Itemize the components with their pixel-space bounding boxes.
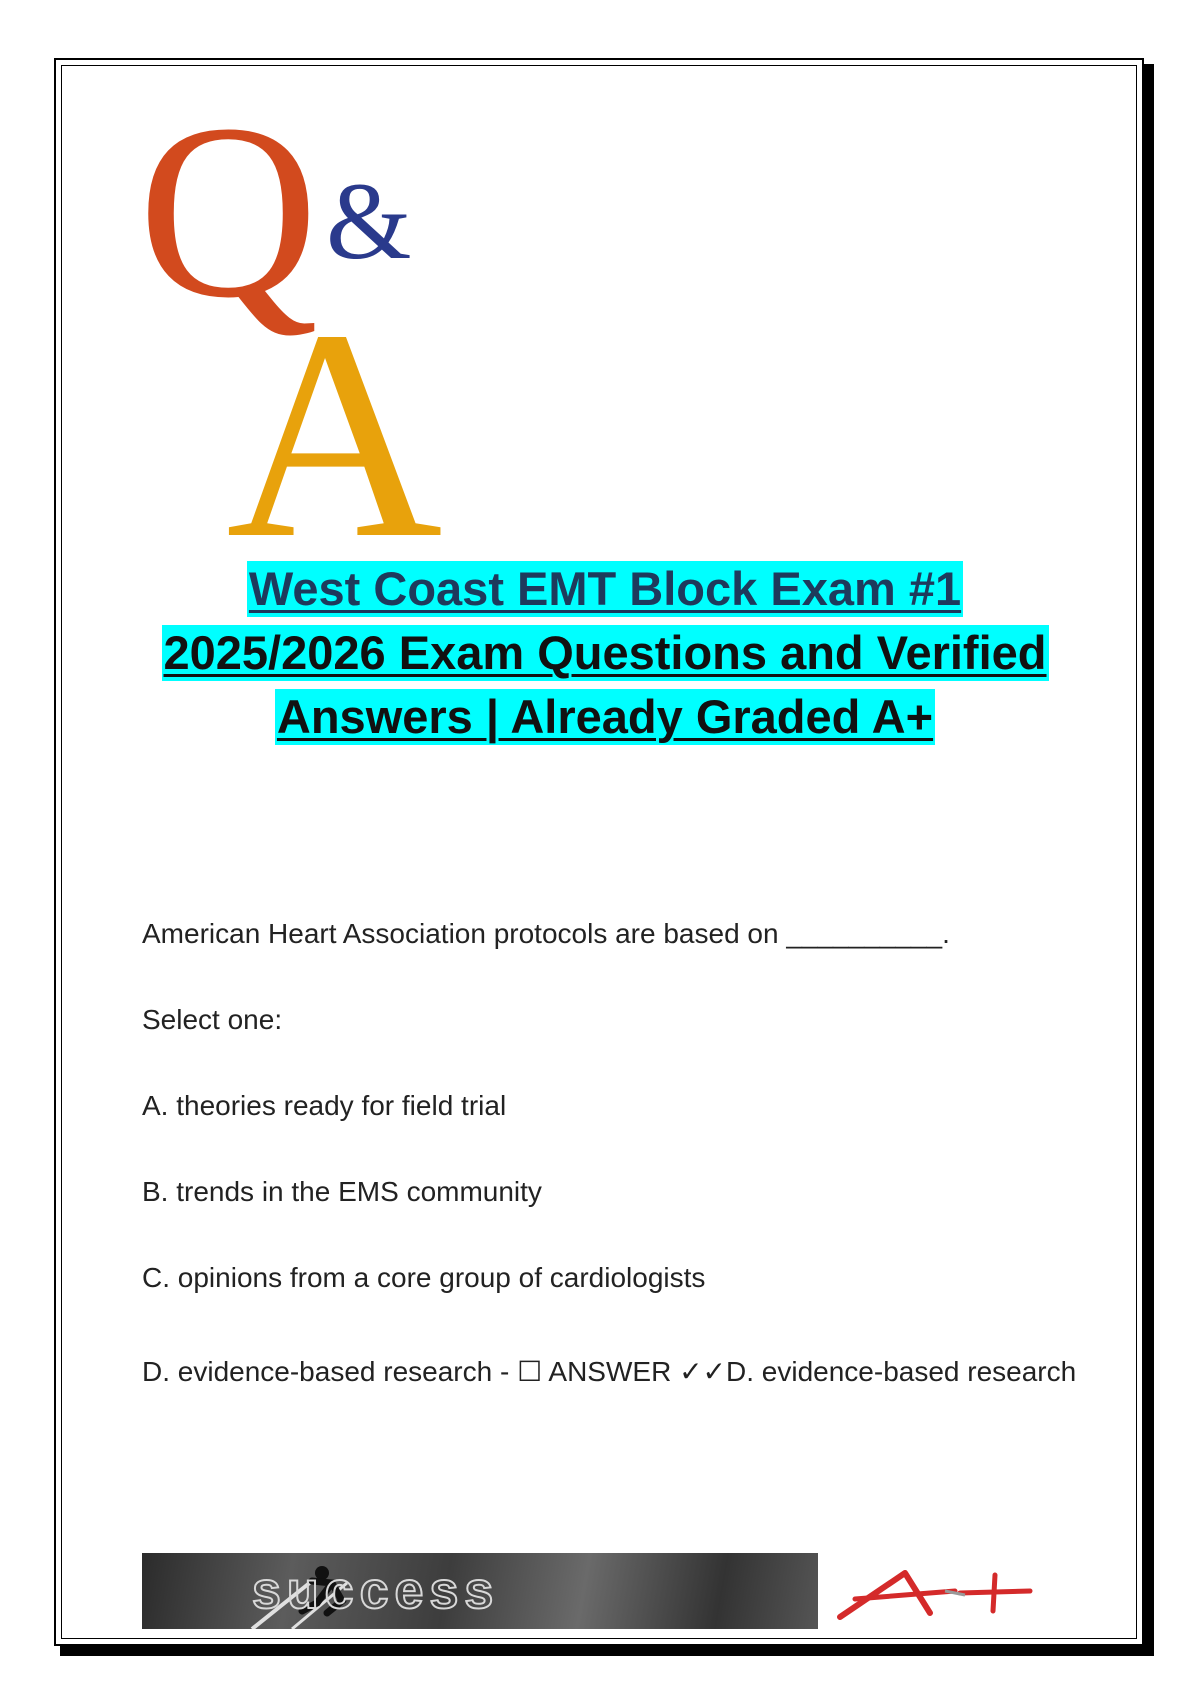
title-line-1: West Coast EMT Block Exam #1 xyxy=(248,562,962,615)
logo-ampersand: & xyxy=(326,160,412,282)
option-c: C. opinions from a core group of cardiologists xyxy=(142,1262,706,1293)
success-banner-image xyxy=(142,1553,818,1629)
select-prompt: Select one: xyxy=(142,1004,283,1035)
grade-a-plus-logo xyxy=(835,1555,1035,1625)
logo-q: Q xyxy=(138,80,319,350)
title-line-2: 2025/2026 Exam Questions and Verified xyxy=(163,626,1047,679)
banner-text: success xyxy=(252,1562,500,1620)
qa-logo xyxy=(138,80,478,550)
logo-a: A xyxy=(226,268,443,550)
option-a: A. theories ready for field trial xyxy=(142,1090,507,1121)
option-b: B. trends in the EMS community xyxy=(142,1176,542,1207)
title-line-3: Answers | Already Graded A+ xyxy=(276,690,934,743)
question-stem: American Heart Association protocols are based on __________. xyxy=(142,918,950,949)
document-title xyxy=(110,555,1100,747)
option-d-answer: D. evidence-based research - ☐ ANSWER ✓✓D. evidence-based research xyxy=(142,1356,1077,1387)
